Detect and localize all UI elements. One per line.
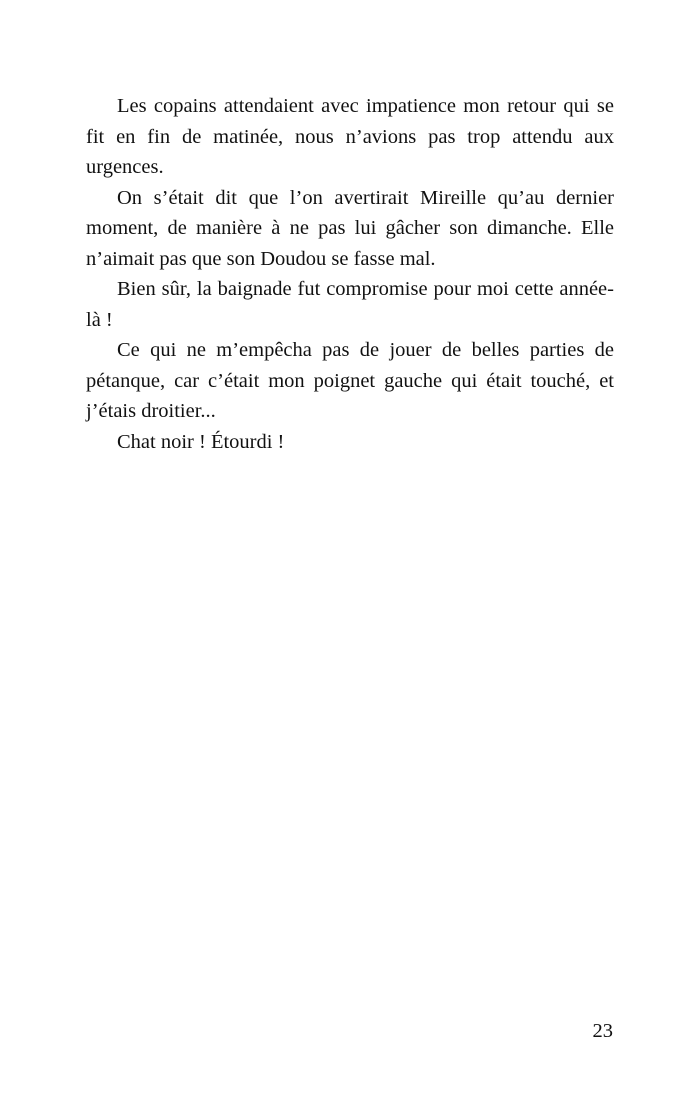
paragraph: Les copains attendaient avec impatience mon retour qui se fit en fin de matinée, nous n’avions pas trop attendu aux urgences. [86,95,614,178]
paragraph: On s’était dit que l’on avertirait Mireille qu’au dernier moment, de manière à ne pas lui gâcher son dimanche. Elle n’aimait pas que son Doudou se fasse mal. [86,186,614,270]
body-text [86,91,614,457]
paragraph: Chat noir ! Étourdi ! [117,430,285,453]
paragraph: Ce qui ne m’empêcha pas de jouer de belles parties de pétanque, car c’était mon poignet gauche qui était touché, et j’étais droitier... [86,339,614,422]
page-number: 23 [592,1020,613,1042]
paragraph: Bien sûr, la baignade fut compromise pour moi cette année-là ! [86,278,614,331]
